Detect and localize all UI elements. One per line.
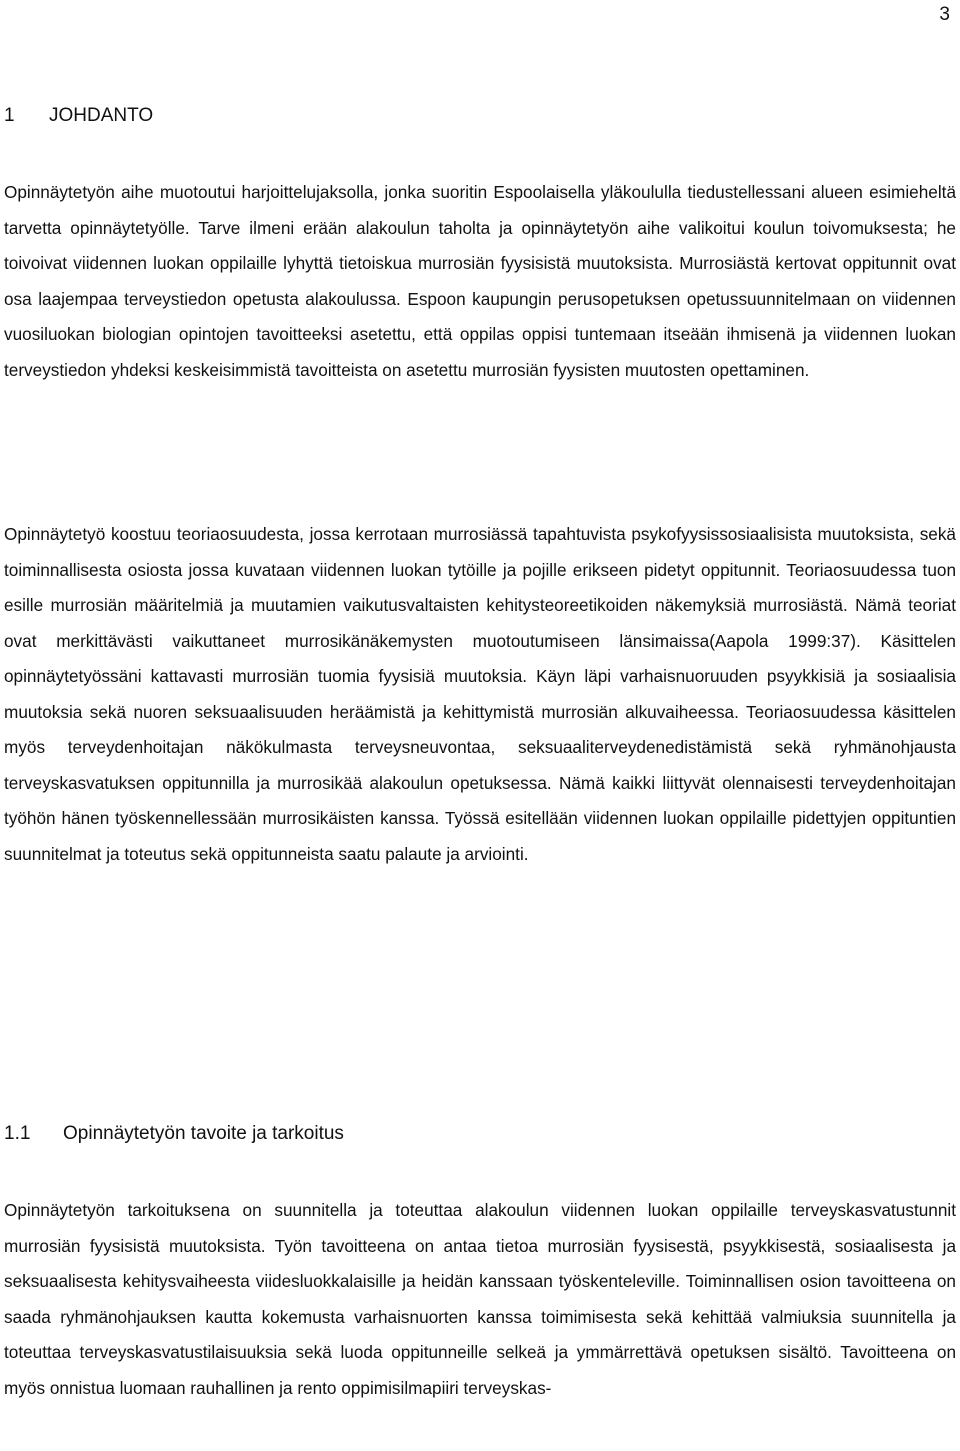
intro-paragraph-1: Opinnäytetyön aihe muotoutui harjoittelujaksolla, jonka suoritin Espoolaisella yläkoululla tiedustellessani alueen esimieheltä tarvetta opinnäytetyölle. Tarve ilmeni erään alakoulun taholta ja opinnäytetyön aihe valikoitui koulun toivomuksesta; he toivoivat viidennen luokan oppilaille lyhyttä tietoiskua murrosiän fyysisistä muutoksista. Murrosiästä kertovat oppitunnit ovat osa laajempaa terveystiedon opetusta alakoulussa. Espoon kaupungin perusopetuksen opetussuunnitelmaan on viidennen vuosiluokan biologian opintojen tavoitteeksi asetettu, että oppilas oppisi tuntemaan itseään ihmisenä ja viidennen luokan terveystiedon yhdeksi keskeisimmistä tavoitteista on asetettu murrosiän fyysisten muutosten opettaminen.	[4, 182, 956, 380]
section-number: 1.1	[4, 1123, 31, 1144]
chapter-title: JOHDANTO	[49, 105, 154, 126]
section-paragraph-1: Opinnäytetyön tarkoituksena on suunnitella ja toteuttaa alakoulun viidennen luokan oppilaille terveyskasvatustunnit murrosiän fyysisistä muutoksista. Työn tavoitteena on antaa tietoa murrosiän fyysisestä, psyykkisestä, sosiaalisesta ja seksuaalisesta kehitysvaiheesta viidesluokkalaisille ja heidän kanssaan työskenteleville. Toiminnallisen osion tavoitteena on saada ryhmänohjauksen kautta kokemusta varhaisnuorten kanssa toimimisesta sekä kehittää valmiuksia suunnitella ja toteuttaa terveyskasvatustilaisuuksia sekä luoda oppitunneille selkeä ja ymmärrettävä opetuksen sisältö. Tavoitteena on myös onnistua luomaan rauhallinen ja rento oppimisilmapiiri terveyskas-	[4, 1200, 956, 1398]
chapter-heading	[4, 105, 153, 127]
chapter-number: 1	[4, 105, 15, 126]
section-title: Opinnäytetyön tavoite ja tarkoitus	[63, 1123, 344, 1144]
section-heading	[4, 1123, 344, 1145]
page-number: 3	[939, 4, 950, 25]
intro-paragraph-2: Opinnäytetyö koostuu teoriaosuudesta, jossa kerrotaan murrosiässä tapahtuvista psykofyysissosiaalisista muutoksista, sekä toiminnallisesta osiosta jossa kuvataan viidennen luokan tytöille ja pojille erikseen pidetyt oppitunnit. Teoriaosuudessa tuon esille murrosiän määritelmiä ja muutamien vaikutusvaltaisten kehitysteoreetikoiden näkemyksiä murrosiästä. Nämä teoriat ovat merkittävästi vaikuttaneet murrosikänäkemysten muotoutumiseen länsimaissa(Aapola 1999:37). Käsittelen opinnäytetyössäni kattavasti murrosiän tuomia fyysisiä muutoksia. Käyn läpi varhaisnuoruuden psyykkisiä ja sosiaalisia muutoksia sekä nuoren seksuaalisuuden heräämistä ja kehittymistä murrosiän alkuvaiheessa. Teoriaosuudessa käsittelen myös terveydenhoitajan näkökulmasta terveysneuvontaa, seksuaaliterveydenedistämistä sekä ryhmänohjausta terveyskasvatuksen oppitunnilla ja murrosikää alakoulun opetuksessa. Nämä kaikki liittyvät olennaisesti terveydenhoitajan työhön hänen työskennellessään murrosikäisten kanssa. Työssä esitellään viidennen luokan oppilaille pidettyjen oppituntien suunnitelmat ja toteutus sekä oppitunneista saatu palaute ja arviointi.	[4, 524, 956, 864]
